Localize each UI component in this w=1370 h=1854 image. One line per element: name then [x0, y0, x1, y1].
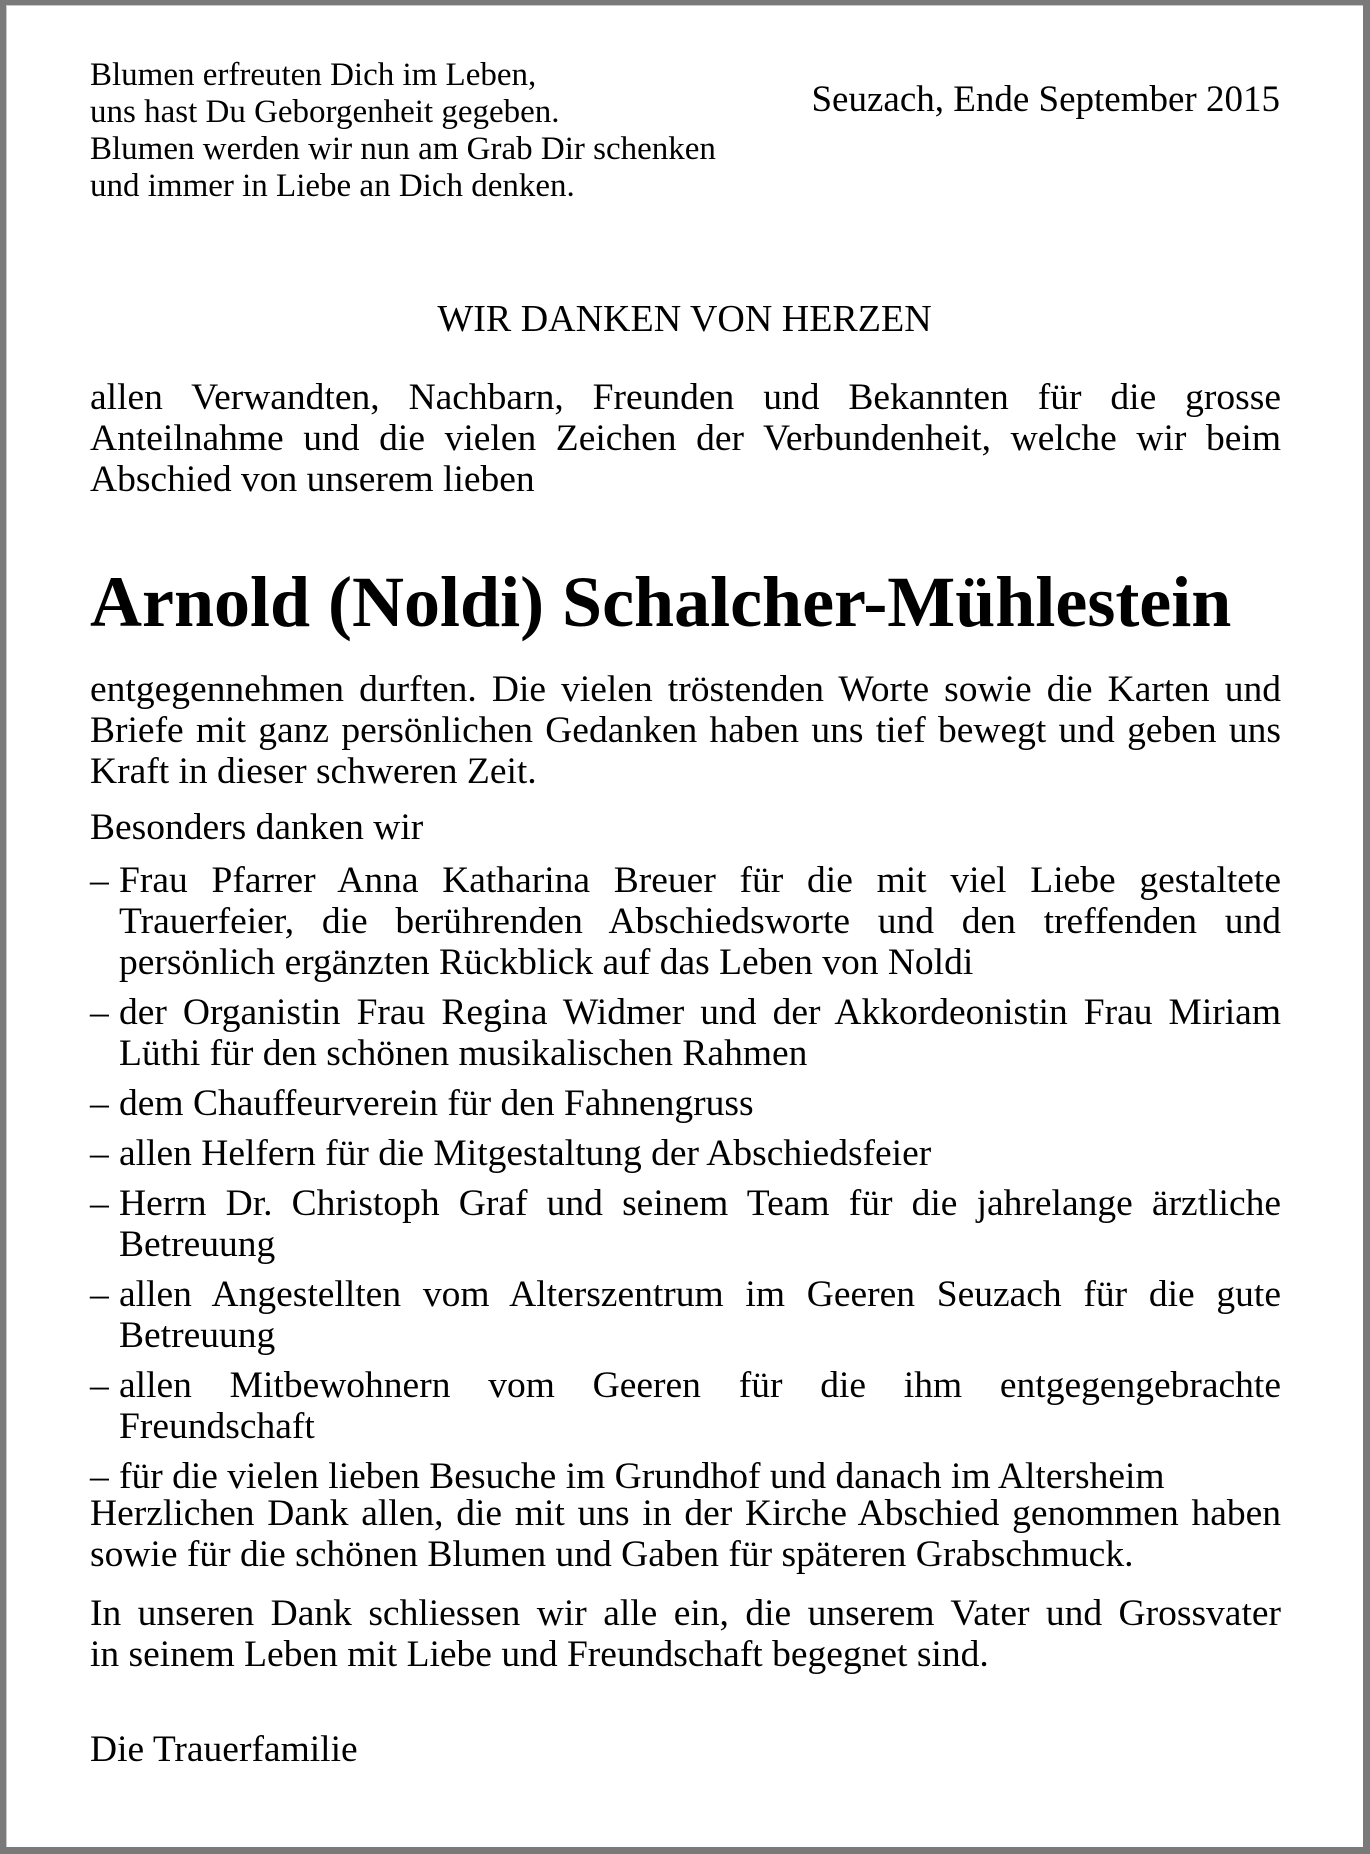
thanks-list-item [90, 1083, 1281, 1124]
item-line: der Organistin Frau Regina Widmer und der Akkordeonistin Frau Miriam [119, 992, 1281, 1033]
dash-bullet-icon: – [90, 1083, 109, 1124]
item-line: Freundschaft [119, 1406, 315, 1447]
paragraph-line: Herzlichen Dank allen, die mit uns in der Kirche Abschied genommen haben [90, 1493, 1281, 1534]
paragraph-line: Briefe mit ganz persönlichen Gedanken haben uns tief bewegt und geben uns [90, 710, 1281, 751]
special-thanks-intro: Besonders danken wir [90, 807, 424, 848]
dash-bullet-icon: – [90, 1183, 109, 1224]
dash-bullet-icon: – [90, 1365, 109, 1406]
paragraph-line: allen Verwandten, Nachbarn, Freunden und Bekannten für die grosse [90, 377, 1281, 418]
paragraph-line: entgegennehmen durften. Die vielen tröstenden Worte sowie die Karten und [90, 669, 1281, 710]
thanks-list-item [90, 1365, 1281, 1447]
item-line: persönlich ergänzten Rückblick auf das Leben von Noldi [119, 942, 974, 983]
obituary-notice-page [6, 5, 1363, 1847]
notice-heading: WIR DANKEN VON HERZEN [437, 298, 932, 340]
item-line: allen Mitbewohnern vom Geeren für die ihm entgegengebrachte [119, 1365, 1281, 1406]
dash-bullet-icon: – [90, 1133, 109, 1174]
item-line: für die vielen lieben Besuche im Grundhof und danach im Altersheim [119, 1456, 1165, 1497]
signature: Die Trauerfamilie [90, 1729, 358, 1770]
item-line: dem Chauffeurverein für den Fahnengruss [119, 1083, 754, 1124]
item-line: allen Helfern für die Mitgestaltung der Abschiedsfeier [119, 1133, 932, 1174]
paragraph-line: Kraft in dieser schweren Zeit. [90, 751, 537, 792]
item-line: Herrn Dr. Christoph Graf und seinem Team für die jahrelange ärztliche [119, 1183, 1281, 1224]
item-line: Lüthi für den schönen musikalischen Rahmen [119, 1033, 808, 1074]
inclusion-paragraph [90, 1593, 1281, 1675]
item-line: Betreuung [119, 1224, 276, 1265]
dash-bullet-icon: – [90, 992, 109, 1033]
item-line: Betreuung [119, 1315, 276, 1356]
thanks-list [90, 860, 1281, 1506]
memorial-poem [90, 57, 716, 205]
paragraph-line: sowie für die schönen Blumen und Gaben für späteren Grabschmuck. [90, 1534, 1134, 1575]
poem-line: und immer in Liebe an Dich denken. [90, 168, 575, 204]
item-line: Frau Pfarrer Anna Katharina Breuer für die mit viel Liebe gestaltete [119, 860, 1281, 901]
thanks-list-item [90, 992, 1281, 1074]
dash-bullet-icon: – [90, 860, 109, 901]
deceased-name: Arnold (Noldi) Schalcher-Mühlestein [90, 562, 1232, 642]
thanks-list-item [90, 1133, 1281, 1174]
paragraph-line: in seinem Leben mit Liebe und Freundschaft begegnet sind. [90, 1634, 989, 1675]
thanks-list-item [90, 1183, 1281, 1265]
after-name-paragraph [90, 669, 1281, 792]
dash-bullet-icon: – [90, 1456, 109, 1497]
intro-paragraph [90, 377, 1281, 500]
item-line: Trauerfeier, die berührenden Abschiedsworte und den treffenden und [119, 901, 1281, 942]
closing-thanks-paragraph [90, 1493, 1281, 1575]
dash-bullet-icon: – [90, 1274, 109, 1315]
thanks-list-item [90, 860, 1281, 983]
paragraph-line: In unseren Dank schliessen wir alle ein, die unserem Vater und Grossvater [90, 1593, 1281, 1634]
poem-line: Blumen werden wir nun am Grab Dir schenken [90, 131, 716, 167]
item-line: allen Angestellten vom Alterszentrum im Geeren Seuzach für die gute [119, 1274, 1281, 1315]
poem-line: uns hast Du Geborgenheit gegeben. [90, 94, 560, 130]
poem-line: Blumen erfreuten Dich im Leben, [90, 57, 537, 93]
paragraph-line: Anteilnahme und die vielen Zeichen der Verbundenheit, welche wir beim [90, 418, 1281, 459]
place-and-date: Seuzach, Ende September 2015 [811, 79, 1280, 120]
thanks-list-item [90, 1274, 1281, 1356]
thanks-list-item [90, 1456, 1281, 1497]
paragraph-line: Abschied von unserem lieben [90, 459, 535, 500]
